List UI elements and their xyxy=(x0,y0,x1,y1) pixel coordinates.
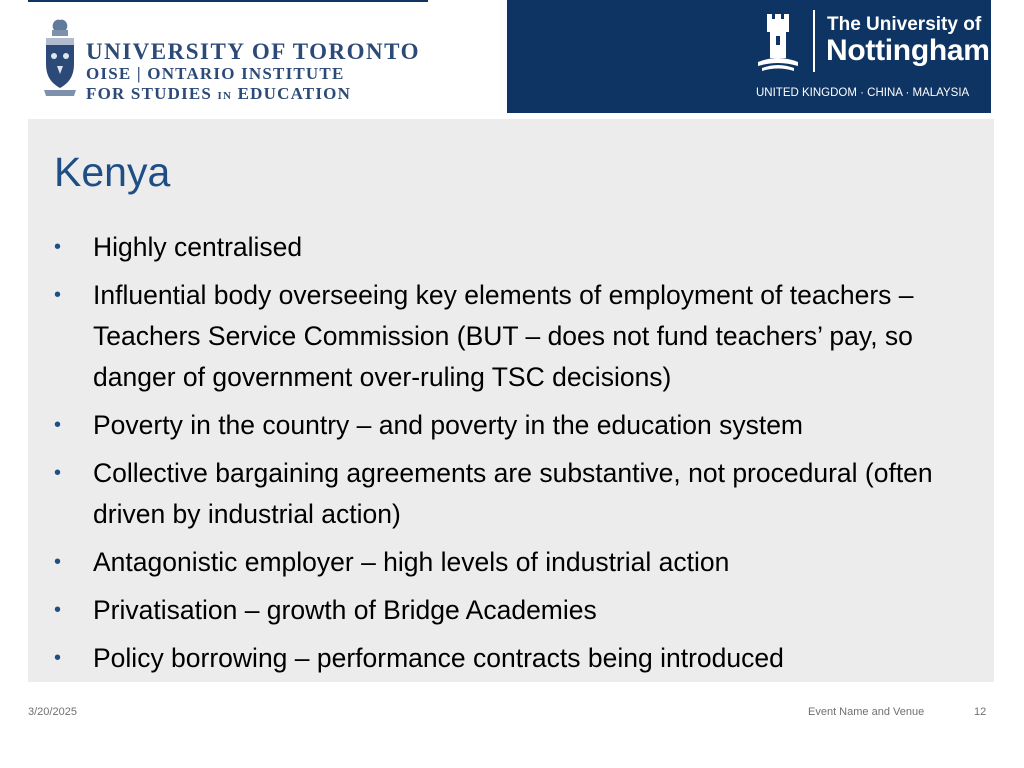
slide-content-panel xyxy=(28,119,994,682)
uoft-name: UNIVERSITY OF TORONTO xyxy=(86,39,420,64)
bullet-marker: • xyxy=(54,647,62,669)
oise-line2-in: IN xyxy=(217,90,233,102)
bullet-marker: • xyxy=(54,284,62,306)
nottingham-name-line1: The University of xyxy=(827,14,982,35)
nottingham-banner xyxy=(507,0,991,113)
uoft-wordmark xyxy=(86,40,420,106)
nottingham-logo-divider xyxy=(813,10,815,72)
list-item xyxy=(54,453,984,535)
list-item xyxy=(54,405,984,446)
oise-line2-part-a: FOR STUDIES xyxy=(86,84,213,103)
list-item xyxy=(54,275,984,398)
bullet-text: Poverty in the country – and poverty in the education system xyxy=(93,410,804,440)
header-top-rule xyxy=(28,0,428,2)
footer-page-number: 12 xyxy=(974,706,987,718)
list-item xyxy=(54,638,984,679)
bullet-marker: • xyxy=(54,414,62,436)
university-crest-icon xyxy=(40,14,80,104)
bullet-marker: • xyxy=(54,599,62,621)
footer-date: 3/20/2025 xyxy=(28,706,77,718)
nottingham-tagline: UNITED KINGDOM · CHINA · MALAYSIA xyxy=(756,87,970,99)
list-item xyxy=(54,542,984,583)
oise-name-line1: OISE | ONTARIO INSTITUTE xyxy=(86,64,345,83)
bullet-text: Antagonistic employer – high levels of industrial action xyxy=(93,547,730,577)
list-item xyxy=(54,227,984,268)
castle-logo-icon xyxy=(755,10,801,72)
bullet-text: Policy borrowing – performance contracts being introduced xyxy=(93,643,784,673)
slide-title: Kenya xyxy=(54,149,171,195)
oise-name-line2 xyxy=(86,84,420,106)
bullet-text: Influential body overseeing key elements of employment of teachers – Teachers Service Commission (BUT – does not fund teachers’ pay, so danger of government over-ruling TSC decisions) xyxy=(93,280,914,392)
uoft-oise-logo xyxy=(28,12,428,112)
bullet-marker: • xyxy=(54,551,62,573)
nottingham-name-line2: Nottingham xyxy=(826,34,990,67)
oise-line2-part-b: EDUCATION xyxy=(237,84,352,103)
bullet-text: Highly centralised xyxy=(93,232,303,262)
footer-event-name: Event Name and Venue xyxy=(808,706,925,718)
bullet-text: Collective bargaining agreements are substantive, not procedural (often driven by industrial action) xyxy=(93,458,933,529)
list-item xyxy=(54,590,984,631)
bullet-marker: • xyxy=(54,462,62,484)
bullet-marker: • xyxy=(54,236,62,258)
bullet-list xyxy=(54,227,984,686)
bullet-text: Privatisation – growth of Bridge Academies xyxy=(93,595,597,625)
